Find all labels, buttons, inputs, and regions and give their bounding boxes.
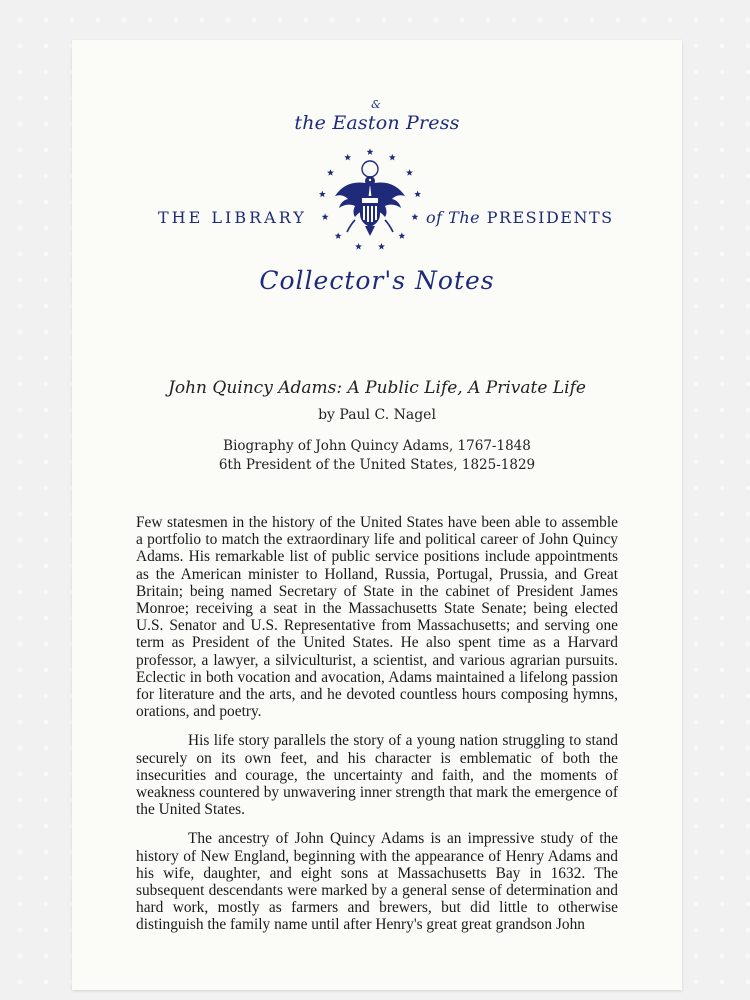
book-bio — [72, 437, 682, 475]
library-of-the: of The — [426, 208, 481, 227]
publisher-ampersand: & — [371, 98, 381, 111]
seal-star-icon — [322, 213, 329, 220]
seal-star-icon — [406, 169, 413, 176]
seal-star-icon — [389, 154, 396, 161]
seal-star-icon — [414, 191, 421, 198]
paragraph-life-story: His life story parallels the story of a young nation struggling to stand securely on its own feet, and his character is emblematic of both the insecurities and courage, the uncertainty and faith, and the moments of weakness countered by unwavering inner strength that mark the emergence of the United States. — [136, 732, 618, 819]
seal-star-icon — [411, 213, 418, 220]
bio-line-dates: Biography of John Quincy Adams, 1767-1848 — [223, 438, 531, 454]
seal-star-icon — [319, 191, 326, 198]
seal-star-icon — [355, 243, 362, 250]
collectors-notes-sheet — [72, 40, 682, 990]
letterhead — [72, 40, 682, 310]
book-title: John Quincy Adams: A Public Life, A Private Life — [168, 378, 586, 398]
seal-star-icon — [335, 232, 342, 239]
collectors-notes-heading: Collector's Notes — [259, 266, 495, 295]
eagle-seal-icon — [315, 144, 425, 254]
book-author: by Paul C. Nagel — [318, 407, 436, 423]
book-info — [72, 378, 682, 475]
body-text — [136, 514, 618, 946]
bio-line-presidency: 6th President of the United States, 1825-1829 — [218, 457, 536, 473]
library-title-right — [426, 208, 614, 227]
publisher-name: the Easton Press — [294, 112, 460, 134]
seal-star-icon — [378, 243, 385, 250]
library-title-left: THE LIBRARY — [158, 208, 307, 227]
seal-star-icon — [327, 169, 334, 176]
paragraph-ancestry: The ancestry of John Quincy Adams is an impressive study of the history of New England, beginning with the appearance of Henry Adams and his wife, daughter, and eight sons at Massachusetts Bay in 1632. The subsequent descendants were marked by a general sense of determination and hard work, mostly as farmers and brewers, but did little to otherwise distinguish the family name until after Henry's great great grandson John — [136, 830, 618, 934]
seal-star-icon — [367, 148, 374, 155]
seal-star-icon — [398, 232, 405, 239]
seal-star-icon — [344, 154, 351, 161]
library-presidents: PRESIDENTS — [486, 208, 614, 227]
paragraph-intro: Few statesmen in the history of the United States have been able to assemble a portfolio to match the extraordinary life and political career of John Quincy Adams. His remarkable list of public service positions include appointments as the American minister to Holland, Russia, Portugal, Prussia, and Great Britain; being named Secretary of State in the cabinet of President James Monroe; receiving a seat in the Massachusetts State Senate; being elected U.S. Senator and U.S. Representative from Massachusetts; and serving one term as President of the United States. He also spent time as a Harvard professor, a lawyer, a silviculturist, a scientist, and various agrarian pursuits. Eclectic in both vocation and avocation, Adams maintained a lifelong passion for literature and the arts, and he devoted countless hours composing hymns, orations, and poetry. — [136, 514, 618, 721]
